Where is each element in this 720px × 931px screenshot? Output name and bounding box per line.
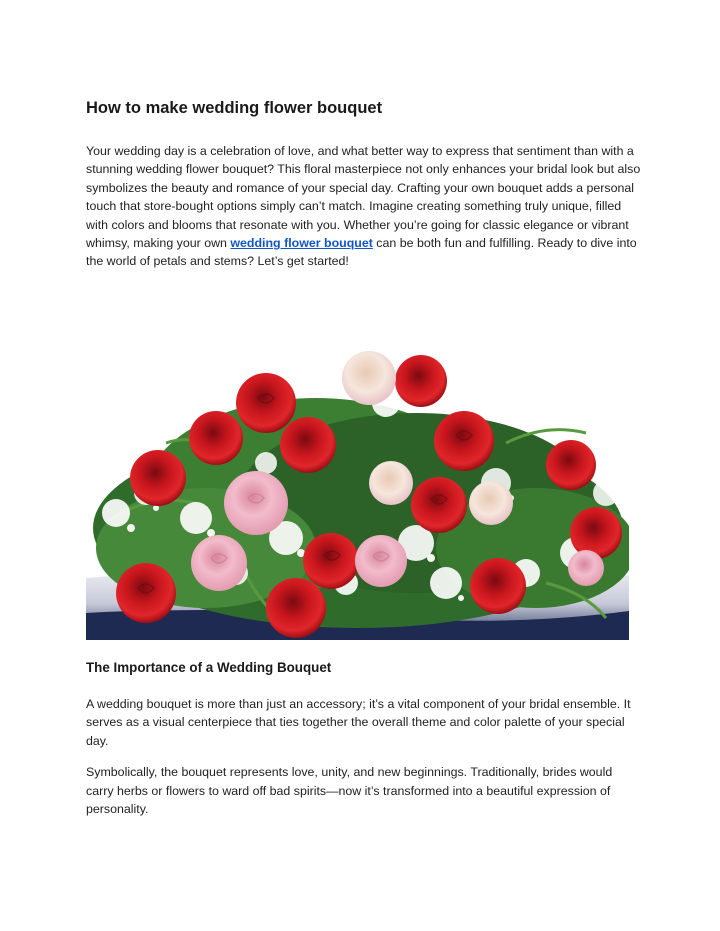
intro-text-end: can be both fun and fulfilling. Ready to dive into the world of petals and stems? Let’s get started! [86, 236, 637, 269]
article-intro [86, 96, 642, 271]
wedding-flower-bouquet-link[interactable]: wedding flower bouquet [230, 236, 373, 251]
page-title: How to make wedding flower bouquet [86, 99, 383, 117]
section-heading: The Importance of a Wedding Bouquet [86, 660, 332, 675]
section-paragraph-2: Symbolically, the bouquet represents love, unity, and new beginnings. Traditionally, brides would carry herbs or flowers to ward off bad spirits—now it’s transformed into a beautiful expression of personality. [86, 765, 613, 817]
section-paragraph-1: A wedding bouquet is more than just an accessory; it’s a vital component of your bridal ensemble. It serves as a visual centerpiece that ties together the overall theme and color palette of your special day. [86, 697, 631, 748]
bouquet-photo [86, 343, 629, 640]
intro-paragraph [86, 142, 642, 271]
article-section [86, 658, 642, 831]
intro-text-start: Your wedding day is a celebration of love, and what better way to express that sentiment than with a stunning wedding flower bouquet? This floral masterpiece not only enhances your bridal look but also symbolizes the beauty and romance of your special day. Crafting your own bouquet adds a personal touch that store-bought options simply can’t match. Imagine creating something truly unique, filled with colors and blooms that resonate with you. Whether you’re going for classic elegance or vibrant whimsy, making your own [86, 144, 641, 251]
